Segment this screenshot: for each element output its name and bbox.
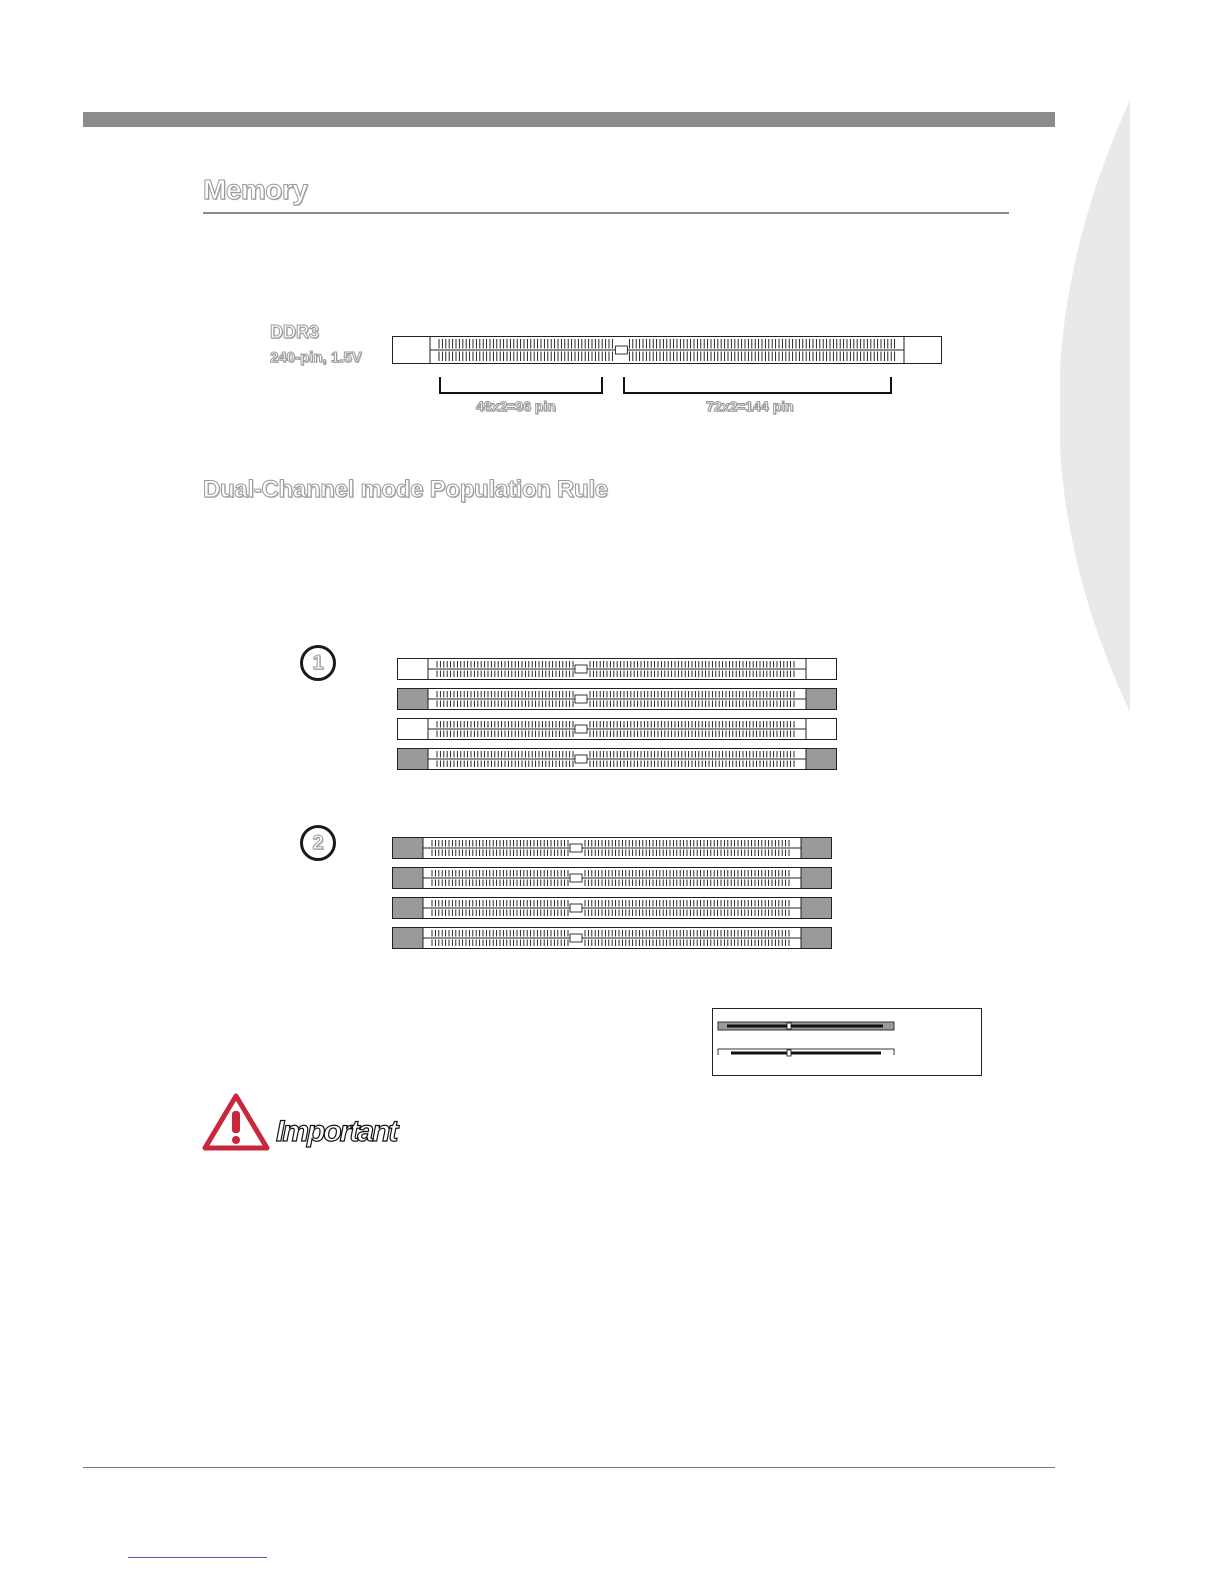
config-1-slot-a2 [398, 688, 837, 710]
left-pin-count: 48x2=96 pin [476, 398, 556, 414]
config-1-slot-b1 [398, 718, 837, 740]
important-heading: Important [276, 1115, 397, 1148]
config-1-slots [397, 658, 837, 772]
slot-legend-box [712, 1008, 982, 1076]
footer-rule [83, 1467, 1055, 1468]
step-2-badge: 2 [300, 825, 336, 861]
dimm-slot [393, 336, 942, 364]
step-1-badge: 1 [300, 645, 336, 681]
config-2-slot-b2 [393, 927, 832, 949]
pin-brackets [438, 375, 894, 395]
side-tab-decoration [1060, 100, 1224, 720]
config-2-slot-a2 [393, 867, 832, 889]
ddr3-spec: 240-pin, 1.5V [270, 349, 362, 366]
config-2-slot-b1 [393, 897, 832, 919]
ddr3-slot-diagram [392, 336, 942, 364]
config-2-slot-a1 [393, 837, 832, 859]
footer-link-underline [128, 1557, 267, 1558]
population-rule-title: Dual-Channel mode Population Rule [203, 476, 608, 503]
right-pin-count: 72x2=144 pin [706, 398, 794, 414]
slot-legend [713, 1009, 979, 1073]
section-title-rule [203, 212, 1009, 214]
config-1-slot-a1 [398, 658, 837, 680]
top-header-bar [83, 112, 1055, 127]
config-1-slot-b2 [398, 748, 837, 770]
warning-icon [202, 1092, 270, 1152]
section-title: Memory [203, 174, 308, 205]
config-2-slots [392, 837, 834, 951]
ddr3-label: DDR3 [270, 322, 320, 342]
